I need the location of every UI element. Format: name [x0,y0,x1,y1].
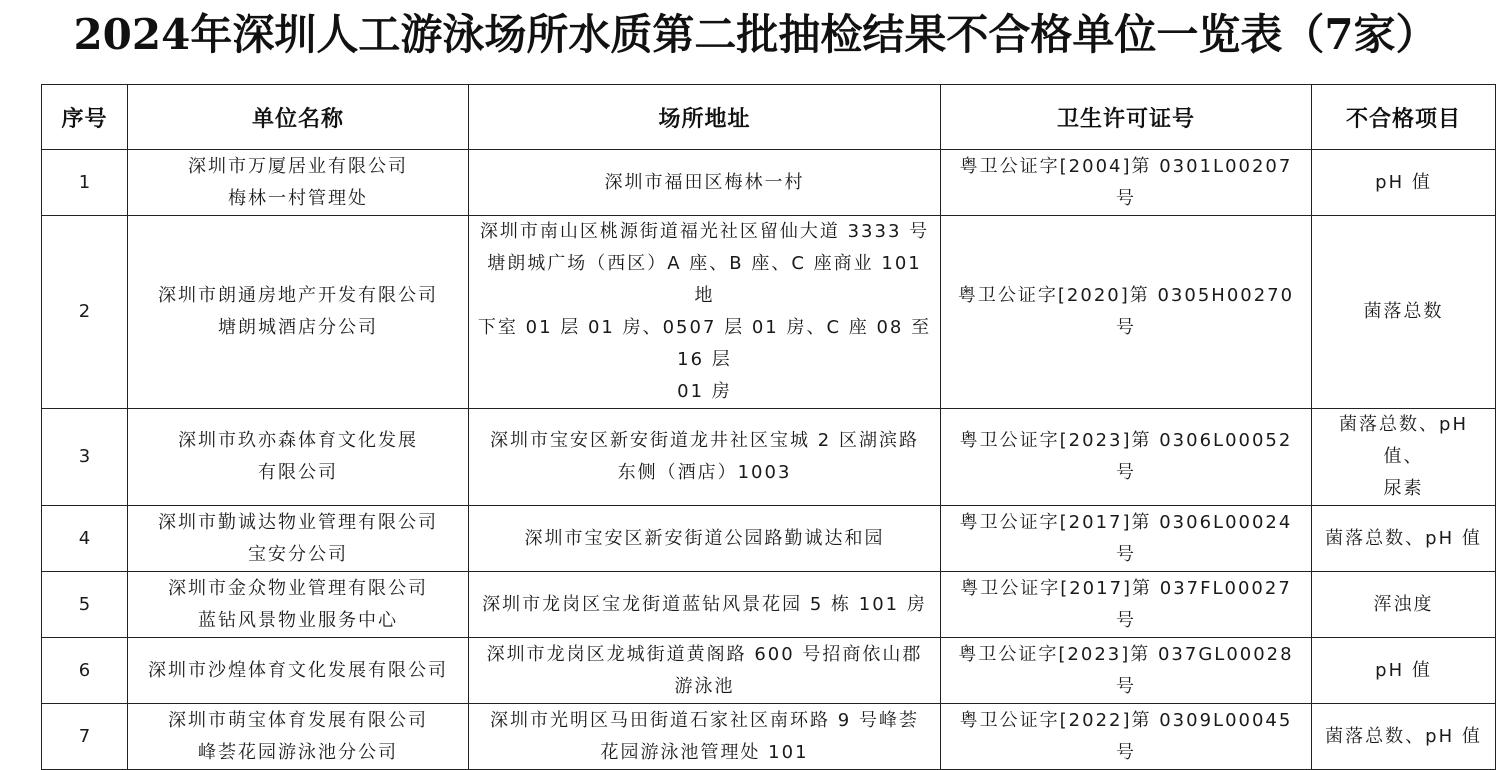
address-line: 深圳市宝安区新安街道公园路勤诚达和园 [524,527,885,549]
results-table [41,84,1496,770]
cell-seq: 3 [42,409,128,506]
page-title: 2024年深圳人工游泳场所水质第二批抽检结果不合格单位一览表（7家） [73,10,1438,59]
item-line: pH 值 [1375,171,1432,193]
cell-address [469,409,941,506]
cell-address [469,638,941,704]
cell-item [1312,638,1496,704]
item-line: 菌落总数 [1363,301,1444,322]
cell-address [469,572,941,638]
cell-item [1312,704,1496,770]
address-line: 01 房 [677,381,732,402]
header-item: 不合格项目 [1312,85,1496,150]
cell-item [1312,216,1496,409]
address-line: 深圳市龙岗区龙城街道黄阁路 600 号招商依山郡 [486,643,923,665]
address-line: 花园游泳池管理处 101 [600,741,809,763]
cell-license: 粤卫公证字[2004]第 0301L00207 号 [941,150,1312,216]
cell-address [469,150,941,216]
cell-address [469,216,941,409]
cell-item [1312,409,1496,506]
item-line: 菌落总数、pH 值 [1325,725,1482,747]
cell-name [128,409,469,506]
cell-license: 粤卫公证字[2023]第 037GL00028 号 [941,638,1312,704]
table-row [42,704,1496,770]
address-line: 游泳池 [674,675,735,697]
table-row [42,506,1496,572]
address-line: 深圳市光明区马田街道石家社区南环路 9 号峰荟 [490,709,919,731]
name-line: 深圳市玖亦森体育文化发展 [178,430,418,451]
name-line: 有限公司 [258,462,338,483]
item-line: 浑浊度 [1373,593,1434,615]
name-line: 梅林一村管理处 [228,187,368,209]
address-line: 塘朗城广场（西区）A 座、B 座、C 座商业 101 地 [487,253,922,306]
cell-seq: 2 [42,216,128,409]
name-line: 深圳市沙煌体育文化发展有限公司 [148,659,448,681]
address-line: 深圳市南山区桃源街道福光社区留仙大道 3333 号 [479,221,930,242]
cell-name [128,150,469,216]
table-row [42,638,1496,704]
cell-seq: 6 [42,638,128,704]
name-line: 深圳市勤诚达物业管理有限公司 [158,511,438,533]
item-line: 菌落总数、pH 值 [1325,527,1482,549]
cell-item [1312,150,1496,216]
cell-seq: 7 [42,704,128,770]
header-name: 单位名称 [128,85,469,150]
name-line: 蓝钻风景物业服务中心 [198,609,398,631]
address-line: 东侧（酒店）1003 [617,462,792,483]
header-seq: 序号 [42,85,128,150]
cell-address [469,506,941,572]
header-address: 场所地址 [469,85,941,150]
cell-seq: 1 [42,150,128,216]
name-line: 峰荟花园游泳池分公司 [198,741,398,763]
cell-name [128,704,469,770]
item-line: pH 值 [1375,659,1432,681]
cell-license: 粤卫公证字[2023]第 0306L00052 号 [941,409,1312,506]
name-line: 宝安分公司 [248,543,348,565]
cell-address [469,704,941,770]
table-row [42,409,1496,506]
item-line: 菌落总数、pH 值、 [1339,414,1468,467]
cell-license: 粤卫公证字[2017]第 037FL00027 号 [941,572,1312,638]
cell-license: 粤卫公证字[2022]第 0309L00045 号 [941,704,1312,770]
address-line: 下室 01 层 01 房、0507 层 01 房、C 座 08 至 16 层 [477,317,932,370]
name-line: 塘朗城酒店分公司 [218,317,378,338]
name-line: 深圳市万厦居业有限公司 [188,155,408,177]
table-header-row [42,85,1496,150]
cell-seq: 5 [42,572,128,638]
address-line: 深圳市宝安区新安街道龙井社区宝城 2 区湖滨路 [490,430,919,451]
cell-license: 粤卫公证字[2020]第 0305H00270 号 [941,216,1312,409]
item-line: 尿素 [1383,478,1424,499]
cell-name [128,572,469,638]
table-row [42,572,1496,638]
cell-item [1312,506,1496,572]
table-row [42,150,1496,216]
cell-name [128,506,469,572]
name-line: 深圳市金众物业管理有限公司 [168,577,428,599]
name-line: 深圳市朗通房地产开发有限公司 [158,285,438,306]
address-line: 深圳市福田区梅林一村 [604,171,805,193]
address-line: 深圳市龙岗区宝龙街道蓝钻风景花园 5 栋 101 房 [482,593,927,615]
cell-name [128,216,469,409]
cell-seq: 4 [42,506,128,572]
cell-name [128,638,469,704]
header-license: 卫生许可证号 [941,85,1312,150]
cell-item [1312,572,1496,638]
table-row [42,216,1496,409]
cell-license: 粤卫公证字[2017]第 0306L00024 号 [941,506,1312,572]
name-line: 深圳市萌宝体育发展有限公司 [168,709,428,731]
